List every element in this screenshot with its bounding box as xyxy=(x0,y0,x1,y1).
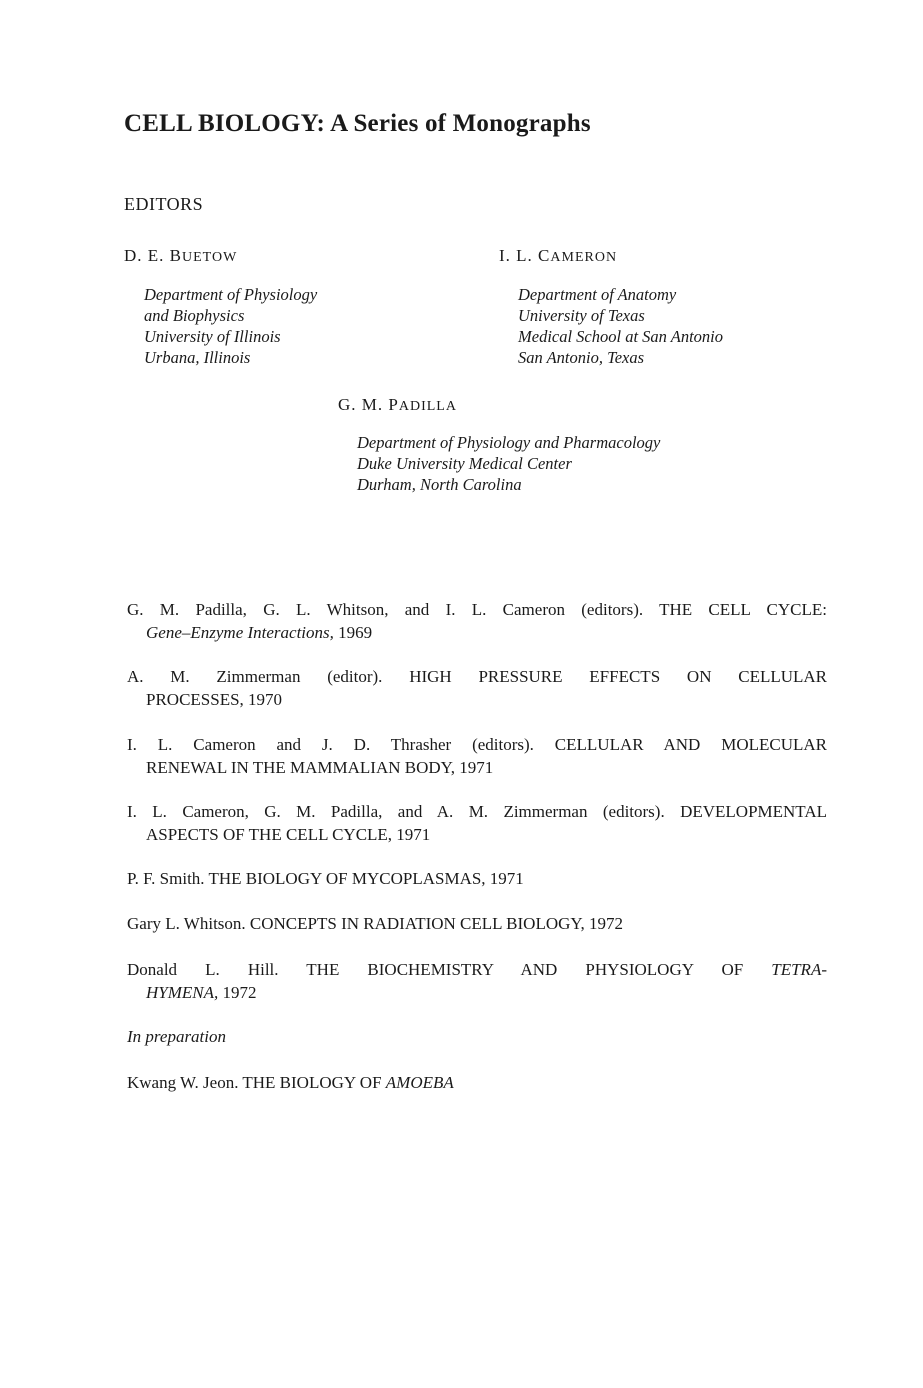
editor-surname: BUETOW xyxy=(169,246,238,265)
editors-heading: EDITORS xyxy=(124,194,204,214)
book-entry-in-preparation: Kwang W. Jeon. THE BIOLOGY OF AMOEBA xyxy=(127,1073,454,1092)
editor-name-cameron xyxy=(499,246,617,266)
editor-surname: CAMERON xyxy=(538,246,618,265)
editor-affiliation-padilla: Department of Physiology and Pharmacology Duke University Medical Center Durham, North Carolina xyxy=(357,433,661,494)
book-entry: Donald L. Hill. THE BIOCHEMISTRY AND PHYSIOLOGY OF TETRA- HYMENA, 1972 xyxy=(127,960,827,1002)
editor-affiliation-cameron: Department of Anatomy University of Texas Medical School at San Antonio San Antonio, Texas xyxy=(518,285,724,367)
editor-name-padilla xyxy=(338,395,457,415)
book-entry: Gary L. Whitson. CONCEPTS IN RADIATION CELL BIOLOGY, 1972 xyxy=(127,914,623,933)
book-entry: I. L. Cameron and J. D. Thrasher (editors). CELLULAR AND MOLECULAR RENEWAL IN THE MAMMALIAN BODY, 1971 xyxy=(127,735,827,777)
editor-initials: I. L. xyxy=(499,246,533,265)
book-entry: I. L. Cameron, G. M. Padilla, and A. M. Zimmerman (editors). DEVELOPMENTAL ASPECTS OF THE CELL CYCLE, 1971 xyxy=(127,802,827,844)
editor-surname: PADILLA xyxy=(388,395,457,414)
editor-affiliation-buetow: Department of Physiology and Biophysics University of Illinois Urbana, Illinois xyxy=(144,285,318,367)
book-entry: A. M. Zimmerman (editor). HIGH PRESSURE EFFECTS ON CELLULAR PROCESSES, 1970 xyxy=(127,667,827,709)
series-title: CELL BIOLOGY: A Series of Monographs xyxy=(124,110,591,137)
book-entry: P. F. Smith. THE BIOLOGY OF MYCOPLASMAS, 1971 xyxy=(127,869,524,888)
editor-initials: D. E. xyxy=(124,246,165,265)
editor-name-buetow xyxy=(124,246,237,266)
in-preparation-label: In preparation xyxy=(127,1027,227,1046)
editor-initials: G. M. xyxy=(338,395,384,414)
book-entry: G. M. Padilla, G. L. Whitson, and I. L. Cameron (editors). THE CELL CYCLE: Gene–Enzyme Interactions, 1969 xyxy=(127,600,827,642)
